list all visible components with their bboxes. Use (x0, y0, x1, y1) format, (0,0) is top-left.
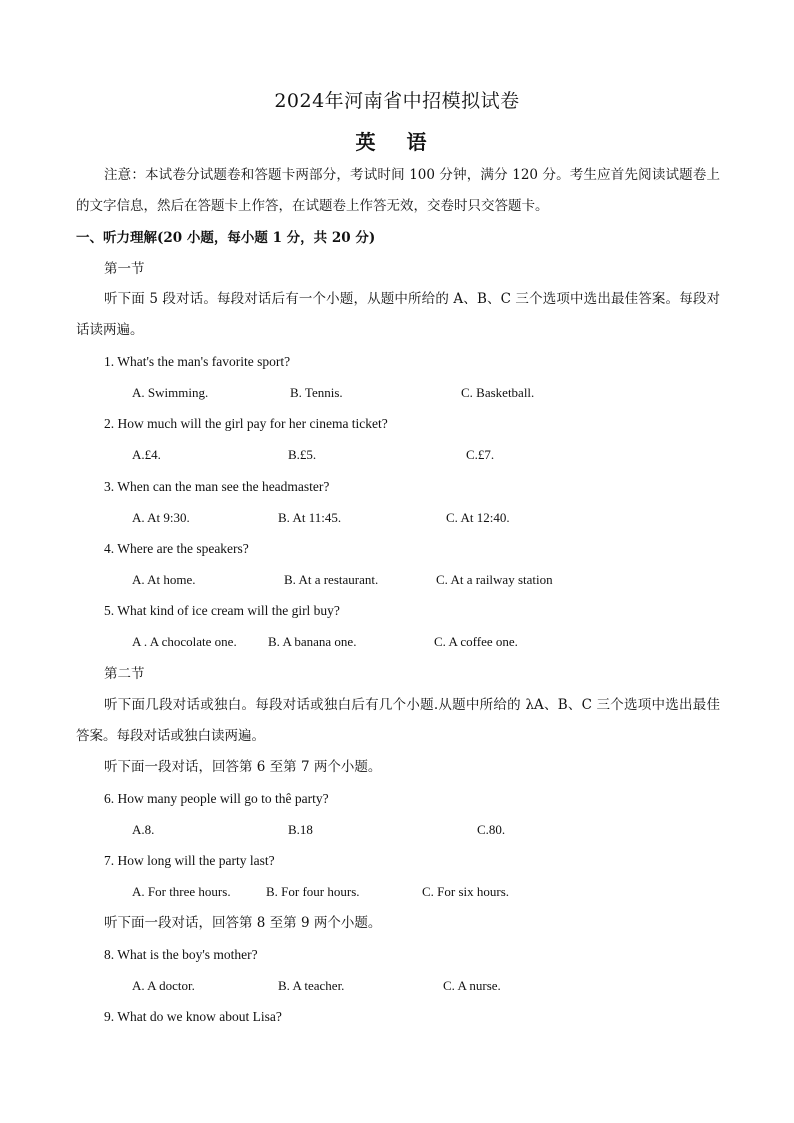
option-1a: A. Swimming. (132, 385, 209, 400)
question-7: 7. How long will the party last? (104, 853, 275, 868)
question-4: 4. Where are the speakers? (104, 541, 249, 556)
subject-title: 英 语 (355, 130, 439, 154)
part1-instruction: 听下面 5 段对话。每段对话后有一个小题，从题中所给的 A、B、C 三个选项中选出最佳答案。每段对话读两遍。 (76, 291, 720, 338)
option-1b: B. Tennis. (290, 385, 343, 400)
part1-label: 第一节 (104, 261, 145, 277)
option-8b: B. A teacher. (278, 978, 345, 993)
question-5: 5. What kind of ice cream will the girl buy? (104, 603, 340, 618)
option-7b: B. For four hours. (266, 884, 360, 899)
option-4c: C. At a railway station (436, 572, 553, 587)
part2-lead-2: 听下面一段对话，回答第 8 至第 9 两个小题。 (104, 915, 382, 931)
option-2a: A.£4. (132, 447, 161, 462)
part2-label: 第二节 (104, 666, 145, 682)
option-3a: A. At 9:30. (132, 510, 190, 525)
section-heading-listening: 一、听力理解(20 小题，每小题 1 分，共 20 分) (76, 230, 376, 246)
part2-lead-1: 听下面一段对话，回答第 6 至第 7 两个小题。 (104, 759, 382, 775)
option-3b: B. At 11:45. (278, 510, 342, 525)
question-2: 2. How much will the girl pay for her cinema ticket? (104, 416, 388, 431)
option-6b: B.18 (288, 822, 313, 837)
question-3: 3. When can the man see the headmaster? (104, 479, 330, 494)
option-6a: A.8. (132, 822, 155, 837)
page-title: 2024年河南省中招模拟试卷 (274, 90, 520, 112)
option-5c: C. A coffee one. (434, 634, 518, 649)
exam-notice: 注意：本试卷分试题卷和答题卡两部分，考试时间 100 分钟，满分 120 分。考生应首先阅读试题卷上的文字信息，然后在答题卡上作答，在试题卷上作答无效，交卷时只交答题卡。 (76, 167, 720, 214)
option-5a: A . A chocolate one. (132, 634, 237, 649)
option-3c: C. At 12:40. (446, 510, 510, 525)
option-8c: C. A nurse. (443, 978, 501, 993)
option-4b: B. At a restaurant. (284, 572, 379, 587)
option-1c: C. Basketball. (461, 385, 535, 400)
option-7a: A. For three hours. (132, 884, 231, 899)
option-2c: C.£7. (466, 447, 495, 462)
option-2b: B.£5. (288, 447, 317, 462)
option-4a: A. At home. (132, 572, 196, 587)
question-9: 9. What do we know about Lisa? (104, 1009, 282, 1024)
option-8a: A. A doctor. (132, 978, 195, 993)
question-6: 6. How many people will go to thê party? (104, 791, 329, 806)
option-5b: B. A banana one. (268, 634, 357, 649)
question-8: 8. What is the boy's mother? (104, 947, 258, 962)
question-1: 1. What's the man's favorite sport? (104, 354, 291, 369)
option-7c: C. For six hours. (422, 884, 510, 899)
option-6c: C.80. (477, 822, 506, 837)
part2-instruction: 听下面几段对话或独白。每段对话或独白后有几个小题.从题中所给的 λA、B、C 三个选项中选出最佳答案。每段对话或独白读两遍。 (76, 697, 720, 744)
